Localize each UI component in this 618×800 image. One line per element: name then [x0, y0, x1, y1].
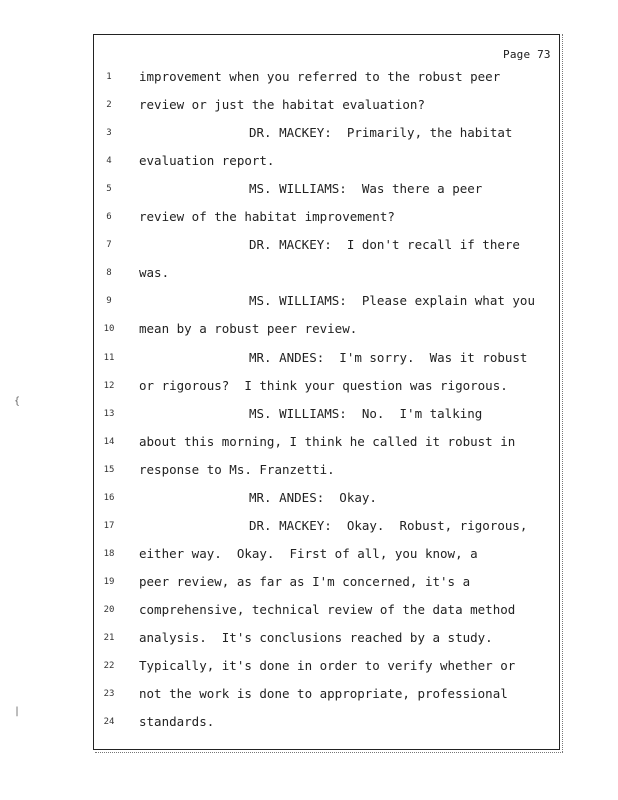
- transcript-line: [0, 181, 618, 197]
- line-number: 7: [106, 240, 112, 251]
- transcript-line: [0, 237, 618, 253]
- transcript-line: [0, 378, 618, 394]
- transcript-line: [0, 209, 618, 225]
- line-text: Typically, it's done in order to verify whether or: [139, 658, 516, 674]
- line-text: analysis. It's conclusions reached by a study.: [139, 630, 493, 645]
- line-text: MS. WILLIAMS: Please explain what you: [249, 293, 535, 309]
- line-text: review or just the habitat evaluation?: [139, 97, 425, 113]
- page-number: Page 73: [503, 48, 551, 61]
- line-number: 2: [106, 100, 112, 111]
- line-number: 3: [106, 128, 112, 139]
- transcript-line: [0, 546, 618, 562]
- margin-tick-mark: |: [14, 706, 21, 717]
- line-text: either way. Okay. First of all, you know, a: [139, 545, 478, 561]
- line-number: 6: [106, 212, 112, 223]
- line-number: 22: [103, 661, 115, 672]
- line-number: 16: [103, 492, 115, 503]
- line-number: 18: [103, 548, 115, 559]
- line-number: 12: [103, 380, 115, 391]
- line-text: DR. MACKEY: I don't recall if there: [249, 237, 520, 253]
- line-text: standards.: [139, 714, 215, 730]
- transcript-line: [0, 434, 618, 450]
- page-bottom-edge: [95, 752, 563, 755]
- transcript-line: [0, 490, 618, 506]
- line-text: DR. MACKEY: Primarily, the habitat: [249, 125, 513, 141]
- line-number: 14: [103, 436, 115, 447]
- transcript-line: [0, 630, 618, 646]
- line-number: 10: [103, 324, 115, 335]
- line-number: 21: [103, 633, 115, 643]
- line-text: MR. ANDES: Okay.: [249, 489, 377, 505]
- transcript-line: [0, 293, 618, 309]
- line-text: comprehensive, technical review of the data method: [139, 601, 516, 617]
- transcript-line: [0, 265, 618, 281]
- line-number: 13: [103, 408, 115, 419]
- line-text: peer review, as far as I'm concerned, it's a: [139, 573, 471, 589]
- transcript-line: [0, 406, 618, 422]
- transcript-line: [0, 602, 618, 618]
- transcript-line: [0, 658, 618, 674]
- transcript-line: [0, 69, 618, 85]
- line-text: about this morning, I think he called it robust in: [139, 433, 516, 449]
- transcript-line: [0, 574, 618, 590]
- line-text: mean by a robust peer review.: [139, 321, 358, 337]
- line-number: 17: [103, 520, 115, 531]
- line-number: 15: [103, 464, 115, 475]
- line-number: 1: [106, 72, 112, 82]
- transcript-line: [0, 350, 618, 366]
- line-number: 5: [106, 184, 112, 195]
- line-text: response to Ms. Franzetti.: [139, 461, 335, 477]
- transcript-line: [0, 462, 618, 478]
- transcript-line: [0, 125, 618, 141]
- line-number: 19: [103, 576, 115, 587]
- margin-brace-mark: {: [14, 396, 21, 407]
- line-text: improvement when you referred to the robust peer: [139, 69, 501, 84]
- line-text: evaluation report.: [139, 153, 275, 169]
- line-text: MR. ANDES: I'm sorry. Was it robust: [249, 349, 528, 365]
- line-text: was.: [139, 265, 170, 281]
- transcript-line: [0, 321, 618, 337]
- line-text: MS. WILLIAMS: No. I'm talking: [249, 405, 483, 421]
- line-text: MS. WILLIAMS: Was there a peer: [249, 181, 483, 197]
- line-text: not the work is done to appropriate, professional: [139, 686, 508, 702]
- transcript-line: [0, 518, 618, 534]
- line-text: review of the habitat improvement?: [139, 209, 395, 225]
- line-number: 20: [103, 604, 115, 615]
- transcript-line: [0, 686, 618, 702]
- line-text: DR. MACKEY: Okay. Robust, rigorous,: [249, 517, 528, 533]
- line-number: 8: [106, 268, 112, 279]
- transcript-line: [0, 714, 618, 730]
- transcript-line: [0, 153, 618, 169]
- line-number: 23: [103, 689, 115, 700]
- line-number: 4: [106, 156, 112, 167]
- line-number: 9: [106, 296, 112, 307]
- line-number: 11: [103, 352, 115, 363]
- transcript-line: [0, 97, 618, 113]
- line-text: or rigorous? I think your question was rigorous.: [139, 377, 508, 393]
- line-number: 24: [103, 717, 115, 728]
